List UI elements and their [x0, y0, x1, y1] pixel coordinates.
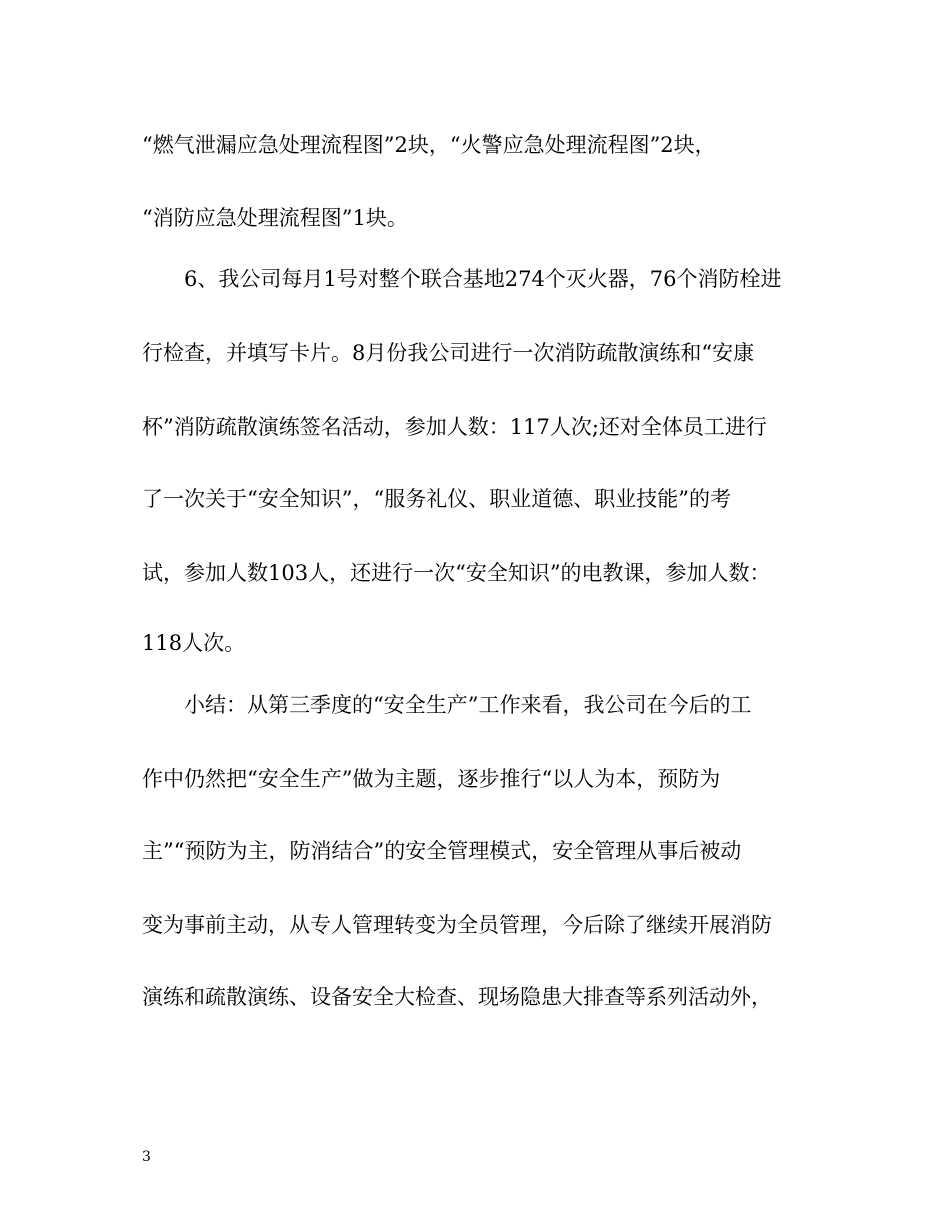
text-line: 行检查，并填写卡片。8月份我公司进行一次消防疏散演练和“安康	[142, 341, 755, 365]
paragraph-first-line: 小结：从第三季度的“安全生产”工作来看，我公司在今后的工	[184, 693, 752, 717]
text-line: “燃气泄漏应急处理流程图”2块，“火警应急处理流程图”2块，	[142, 133, 716, 157]
paragraph-first-line: 6、我公司每月1号对整个联合基地274个灭火器，76个消防栓进	[184, 267, 782, 291]
page-number: 3	[142, 1149, 151, 1165]
text-line: 杯”消防疏散演练签名活动，参加人数：117人次;还对全体员工进行	[142, 415, 767, 439]
text-line: 作中仍然把“安全生产”做为主题，逐步推行“以人为本，预防为	[142, 767, 721, 791]
text-line: 了一次关于“安全知识”，“服务礼仪、职业道德、职业技能”的考	[142, 487, 731, 511]
text-line: 演练和疏散演练、设备安全大检查、现场隐患大排查等系列活动外，	[142, 985, 772, 1009]
text-line: 试，参加人数103人，还进行一次“安全知识”的电教课，参加人数：	[142, 561, 771, 585]
text-line: 变为事前主动，从专人管理转变为全员管理，今后除了继续开展消防	[142, 913, 772, 937]
text-line: “消防应急处理流程图”1块。	[142, 206, 408, 230]
text-line: 主”“预防为主，防消结合”的安全管理模式，安全管理从事后被动	[142, 839, 742, 863]
text-line: 118人次。	[142, 631, 246, 655]
